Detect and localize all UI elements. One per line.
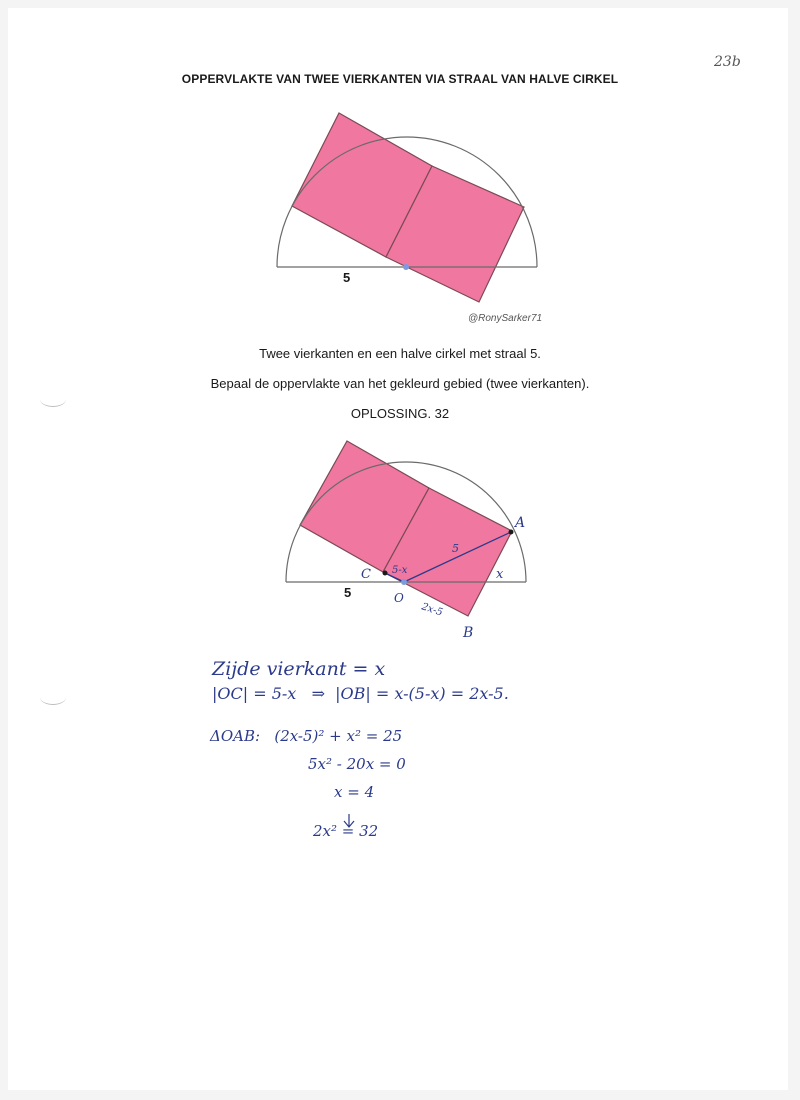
page-number: 23b [714,54,741,70]
label-x: x [496,567,504,582]
label-OB: 2x-5 [420,601,444,619]
radius-label: 5 [344,585,352,600]
handwriting-line-2: |OC| = 5-x ⇒ |OB| = x-(5-x) = 2x-5. [212,684,509,703]
credit: @RonySarker71 [468,313,543,324]
label-A: A [515,515,526,531]
handwriting-line-6: 2x² = 32 [313,822,379,840]
handwriting-line-1: Zijde vierkant = x [212,658,386,680]
center-point [401,579,407,585]
solution-line: OPLOSSING. 32 [350,406,450,421]
center-point [403,264,409,270]
label-B: B [463,625,474,641]
handwriting-line-4: 5x² - 20x = 0 [308,755,406,773]
handwriting-line-3: ΔOAB: (2x-5)² + x² = 25 [210,727,403,745]
label-CO: 5-x [392,565,408,576]
figure-2 [286,441,526,641]
problem-line-2: Bepaal de oppervlakte van het gekleurd gebied (twee vierkanten). [210,376,590,391]
point-C-dot [383,571,388,576]
label-C: C [361,567,371,582]
problem-line-1: Twee vierkanten en een halve cirkel met straal 5. [259,346,541,361]
label-OA: 5 [452,542,459,555]
radius-label: 5 [343,270,351,285]
label-O: O [394,591,404,605]
page-title: OPPERVLAKTE VAN TWEE VIERKANTEN VIA STRAAL VAN HALVE CIRKEL [181,72,619,86]
handwriting-line-5: x = 4 [334,783,375,801]
figure-1 [277,113,542,324]
point-A-dot [509,530,514,535]
